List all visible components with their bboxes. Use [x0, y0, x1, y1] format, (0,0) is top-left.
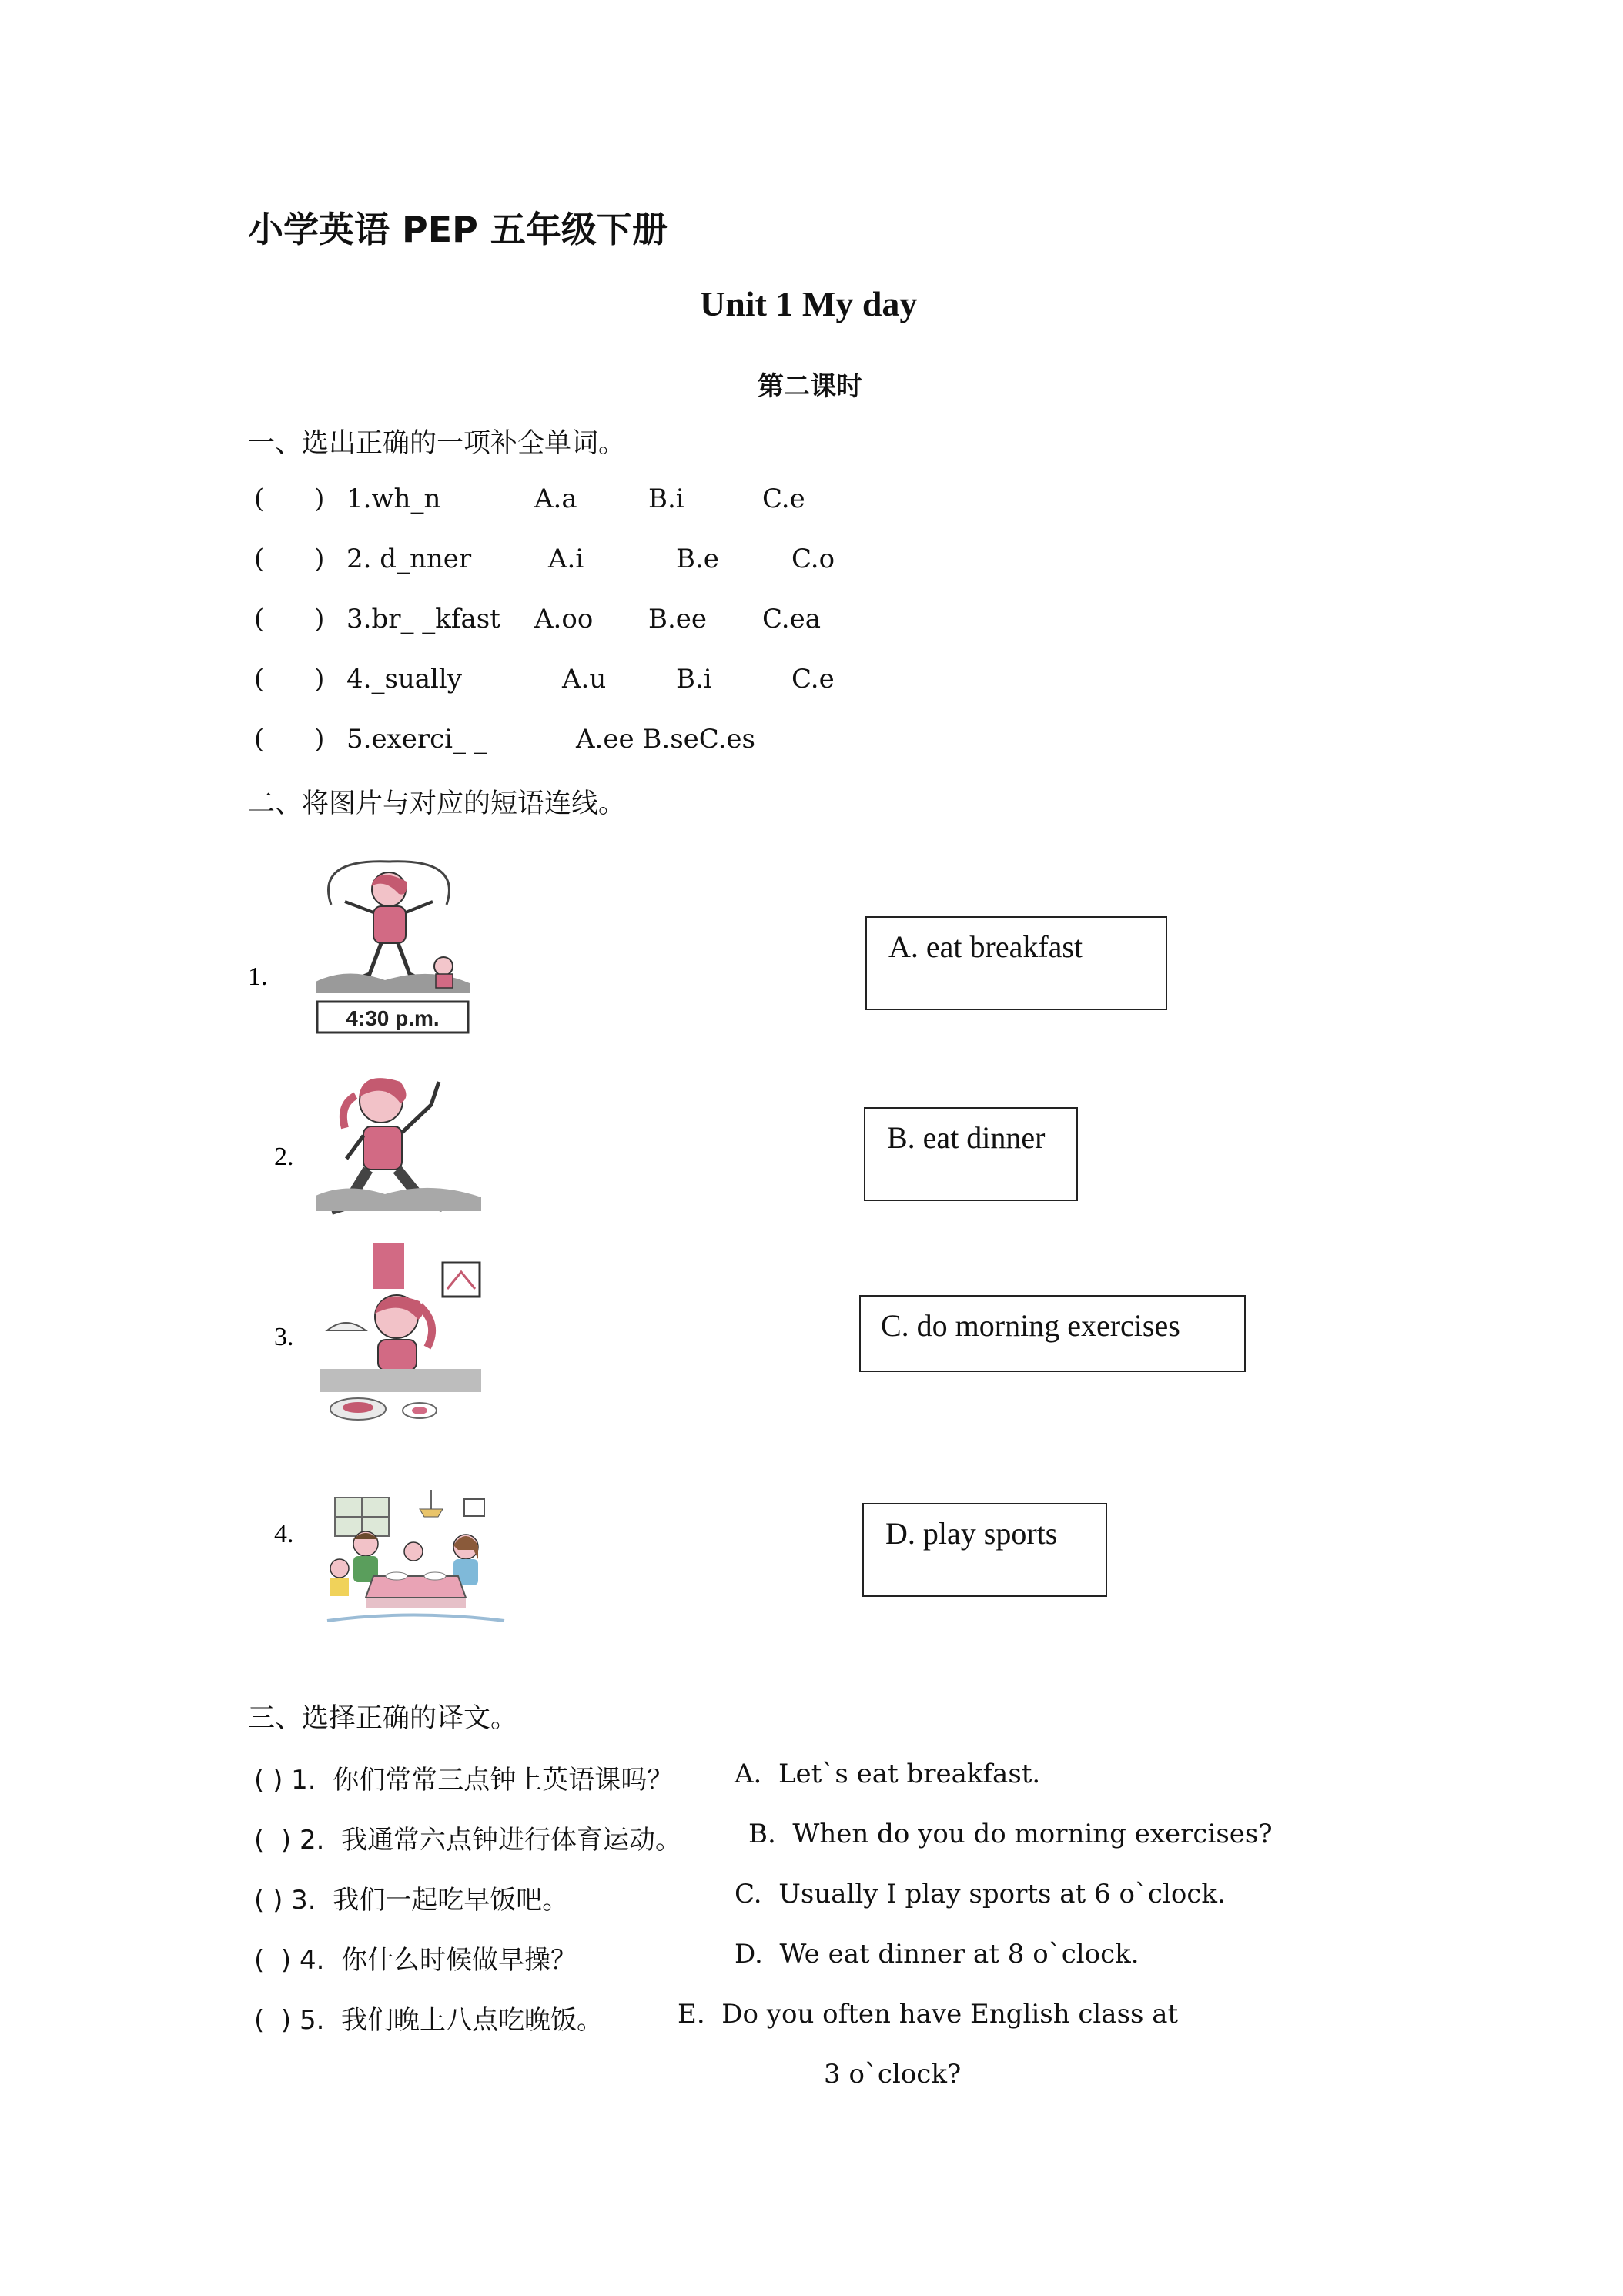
page-title: 小学英语 PEP 五年级下册: [248, 209, 668, 250]
option-box-b[interactable]: [864, 1107, 1078, 1201]
breakfast-picture: [312, 1240, 489, 1428]
unit-title: Unit 1 My day: [700, 284, 918, 323]
option-c: C.e: [762, 484, 805, 514]
chinese-sentence: ( ) 4. 你什么时候做早操？: [254, 1945, 577, 1976]
section1-heading: 一、选出正确的一项补全单词。: [248, 428, 626, 459]
answer-paren[interactable]: ( ): [254, 544, 325, 574]
option-a: A.a: [534, 484, 577, 514]
clock-label: 4:30 p.m.: [346, 1006, 440, 1030]
option-label: A. eat breakfast: [888, 929, 1083, 964]
option-b: B.i: [648, 484, 684, 514]
option-label: D. play sports: [885, 1516, 1058, 1551]
option-label: B. eat dinner: [887, 1120, 1046, 1155]
option-c: C.o: [791, 544, 835, 574]
chinese-sentence: ( ) 1. 你们常常三点钟上英语课吗？: [254, 1765, 674, 1796]
option-box-a[interactable]: [865, 916, 1167, 1010]
english-option: E. Do you often have English class at: [678, 1999, 1179, 2030]
exercise-picture: [308, 1059, 485, 1232]
dinner-picture: [320, 1490, 508, 1628]
chinese-sentence: ( ) 3. 我们一起吃早饭吧。: [254, 1885, 569, 1916]
lesson-title: 第二课时: [758, 371, 862, 402]
option-c: C.ea: [762, 604, 822, 634]
english-option: C. Usually I play sports at 6 o`clock.: [735, 1879, 1226, 1909]
option-c: C.e: [791, 664, 835, 694]
english-option: D. We eat dinner at 8 o`clock.: [735, 1939, 1139, 1970]
answer-paren[interactable]: ( ): [254, 664, 325, 694]
option-a: A.oo: [534, 604, 594, 634]
section2-heading: 二、将图片与对应的短语连线。: [248, 788, 626, 819]
answer-paren[interactable]: ( ): [254, 484, 325, 514]
option-box-d[interactable]: [862, 1503, 1107, 1597]
english-option-continuation: 3 o`clock?: [824, 2059, 962, 2090]
jump-rope-picture: [300, 851, 477, 1043]
question-word: 5.exerci_ _: [346, 724, 487, 755]
question-word: 2. d_nner: [346, 544, 472, 574]
answer-paren[interactable]: ( ): [254, 604, 325, 634]
option-label: C. do morning exercises: [881, 1308, 1180, 1343]
english-option: A. Let`s eat breakfast.: [735, 1759, 1041, 1789]
english-option: B. When do you do morning exercises?: [748, 1819, 1273, 1849]
picture-number: 3.: [274, 1323, 294, 1351]
chinese-sentence: ( ) 2. 我通常六点钟进行体育运动。: [254, 1825, 682, 1856]
option-b: B.e: [676, 544, 719, 574]
section3-heading: 三、选择正确的译文。: [248, 1703, 518, 1734]
option-a: A.i: [548, 544, 584, 574]
option-abc: A.ee B.seC.es: [576, 724, 755, 755]
option-box-c[interactable]: [859, 1295, 1246, 1372]
picture-number: 2.: [274, 1143, 294, 1171]
option-b: B.i: [676, 664, 712, 694]
picture-number: 1.: [248, 962, 268, 991]
option-b: B.ee: [648, 604, 708, 634]
option-a: A.u: [562, 664, 607, 694]
answer-paren[interactable]: ( ): [254, 724, 325, 755]
question-word: 4._sually: [346, 664, 463, 694]
question-word: 3.br_ _kfast: [346, 604, 500, 634]
question-word: 1.wh_n: [346, 484, 441, 514]
picture-number: 4.: [274, 1520, 294, 1548]
chinese-sentence: ( ) 5. 我们晚上八点吃晚饭。: [254, 2005, 604, 2036]
